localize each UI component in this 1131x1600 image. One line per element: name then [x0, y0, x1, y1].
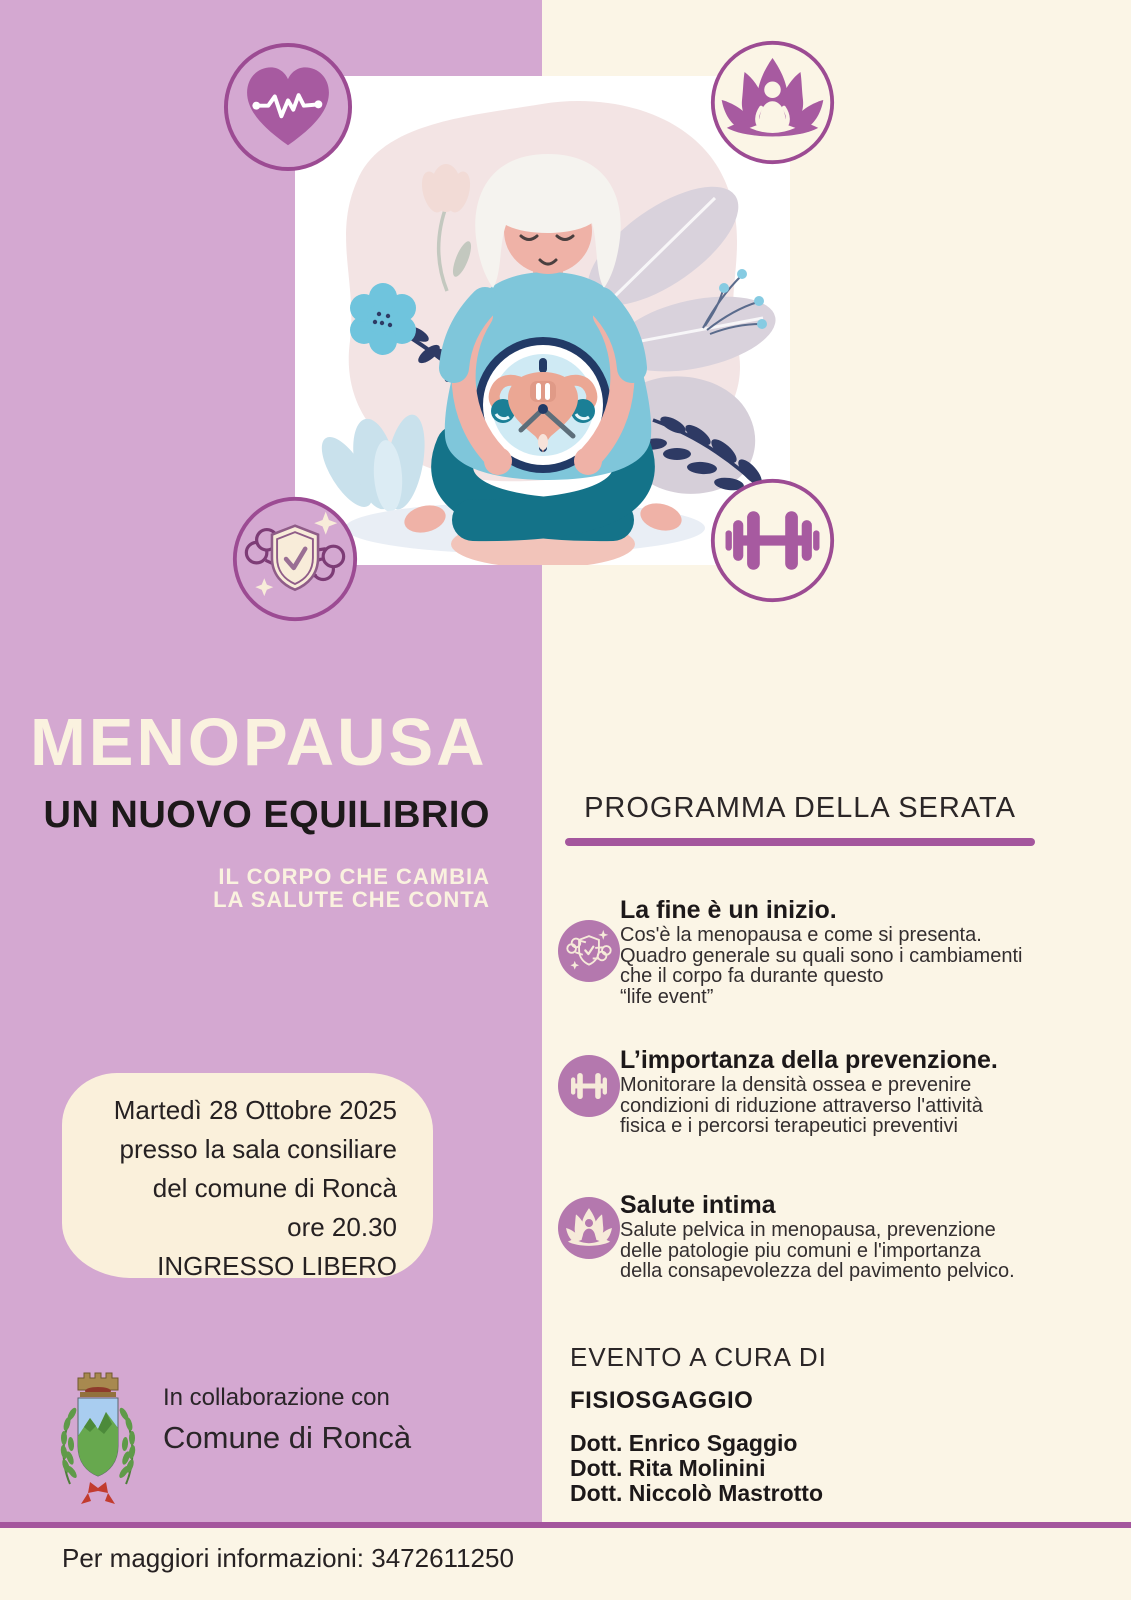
event-time: ore 20.30: [287, 1212, 397, 1242]
page-title: MENOPAUSA: [30, 705, 488, 780]
collaboration-intro: In collaborazione con: [163, 1384, 390, 1411]
program-item3-description: [620, 1220, 1100, 1282]
coat-of-arms: [50, 1366, 148, 1518]
program-item1-shield-bone-icon: [558, 920, 620, 982]
program-item1-line2: Quadro generale su quali sono i cambiamenti: [620, 944, 1023, 967]
program-item1-title: La fine è un inizio.: [620, 896, 837, 924]
program-heading: PROGRAMMA DELLA SERATA: [584, 792, 1016, 824]
tagline: [30, 865, 490, 911]
heart-pulse-icon: [222, 41, 354, 173]
footer-divider: [0, 1522, 1131, 1528]
doctor-name: Dott. Rita Molinini: [570, 1455, 766, 1481]
page-subtitle: UN NUOVO EQUILIBRIO: [43, 794, 490, 836]
organization-name: FISIOSGAGGIO: [570, 1387, 754, 1414]
program-item3-lotus-icon: [558, 1197, 620, 1259]
program-item2-description: [620, 1075, 1100, 1137]
program-item3-line1: Salute pelvica in menopausa, prevenzione: [620, 1219, 996, 1241]
program-item3-title: Salute intima: [620, 1191, 776, 1219]
event-details-text: [62, 1091, 397, 1286]
tagline-line1: IL CORPO CHE CAMBIA: [218, 864, 490, 889]
tagline-line2: LA SALUTE CHE CONTA: [213, 887, 490, 912]
event-date: Martedì 28 Ottobre 2025: [113, 1095, 397, 1125]
program-item1-line1: Cos'è la menopausa e come si presenta.: [620, 924, 982, 946]
dumbbell-icon: [709, 477, 836, 604]
left-hand: [484, 447, 512, 475]
lotus-meditation-icon: [709, 39, 836, 166]
doctor-name: Dott. Niccolò Mastrotto: [570, 1480, 823, 1506]
program-item2-line3: fisica e i percorsi terapeutici preventivi: [620, 1115, 958, 1137]
organizers-heading: EVENTO A CURA DI: [570, 1342, 827, 1372]
program-item2-line1: Monitorare la densità ossea e prevenire: [620, 1074, 972, 1096]
program-item1-line3: che il corpo fa durante questo: [620, 965, 884, 987]
doctor-name: Dott. Enrico Sgaggio: [570, 1430, 798, 1456]
event-venue-line1: presso la sala consiliare: [119, 1134, 397, 1164]
program-item1-line4: “life event”: [620, 985, 714, 1008]
program-item2-title: L’importanza della prevenzione.: [620, 1046, 998, 1074]
program-item1-description: [620, 925, 1100, 1007]
bone-shield-icon: [231, 495, 359, 623]
right-hand: [574, 447, 602, 475]
event-venue-line2: del comune di Roncà: [152, 1173, 397, 1203]
collaboration-name: Comune di Roncà: [163, 1420, 412, 1455]
event-admission: INGRESSO LIBERO: [157, 1251, 397, 1281]
footer-contact-info: Per maggiori informazioni: 3472611250: [62, 1543, 514, 1573]
program-item3-line2: delle patologie piu comuni e l'importanza: [620, 1239, 981, 1262]
program-item2-dumbbell-icon: [558, 1055, 620, 1117]
program-heading-underline: [565, 838, 1035, 846]
program-item3-line3: della consapevolezza del pavimento pelvico.: [620, 1260, 1015, 1282]
program-item2-line2: condizioni di riduzione attraverso l'attività: [620, 1094, 983, 1117]
doctors-list: [570, 1431, 823, 1506]
